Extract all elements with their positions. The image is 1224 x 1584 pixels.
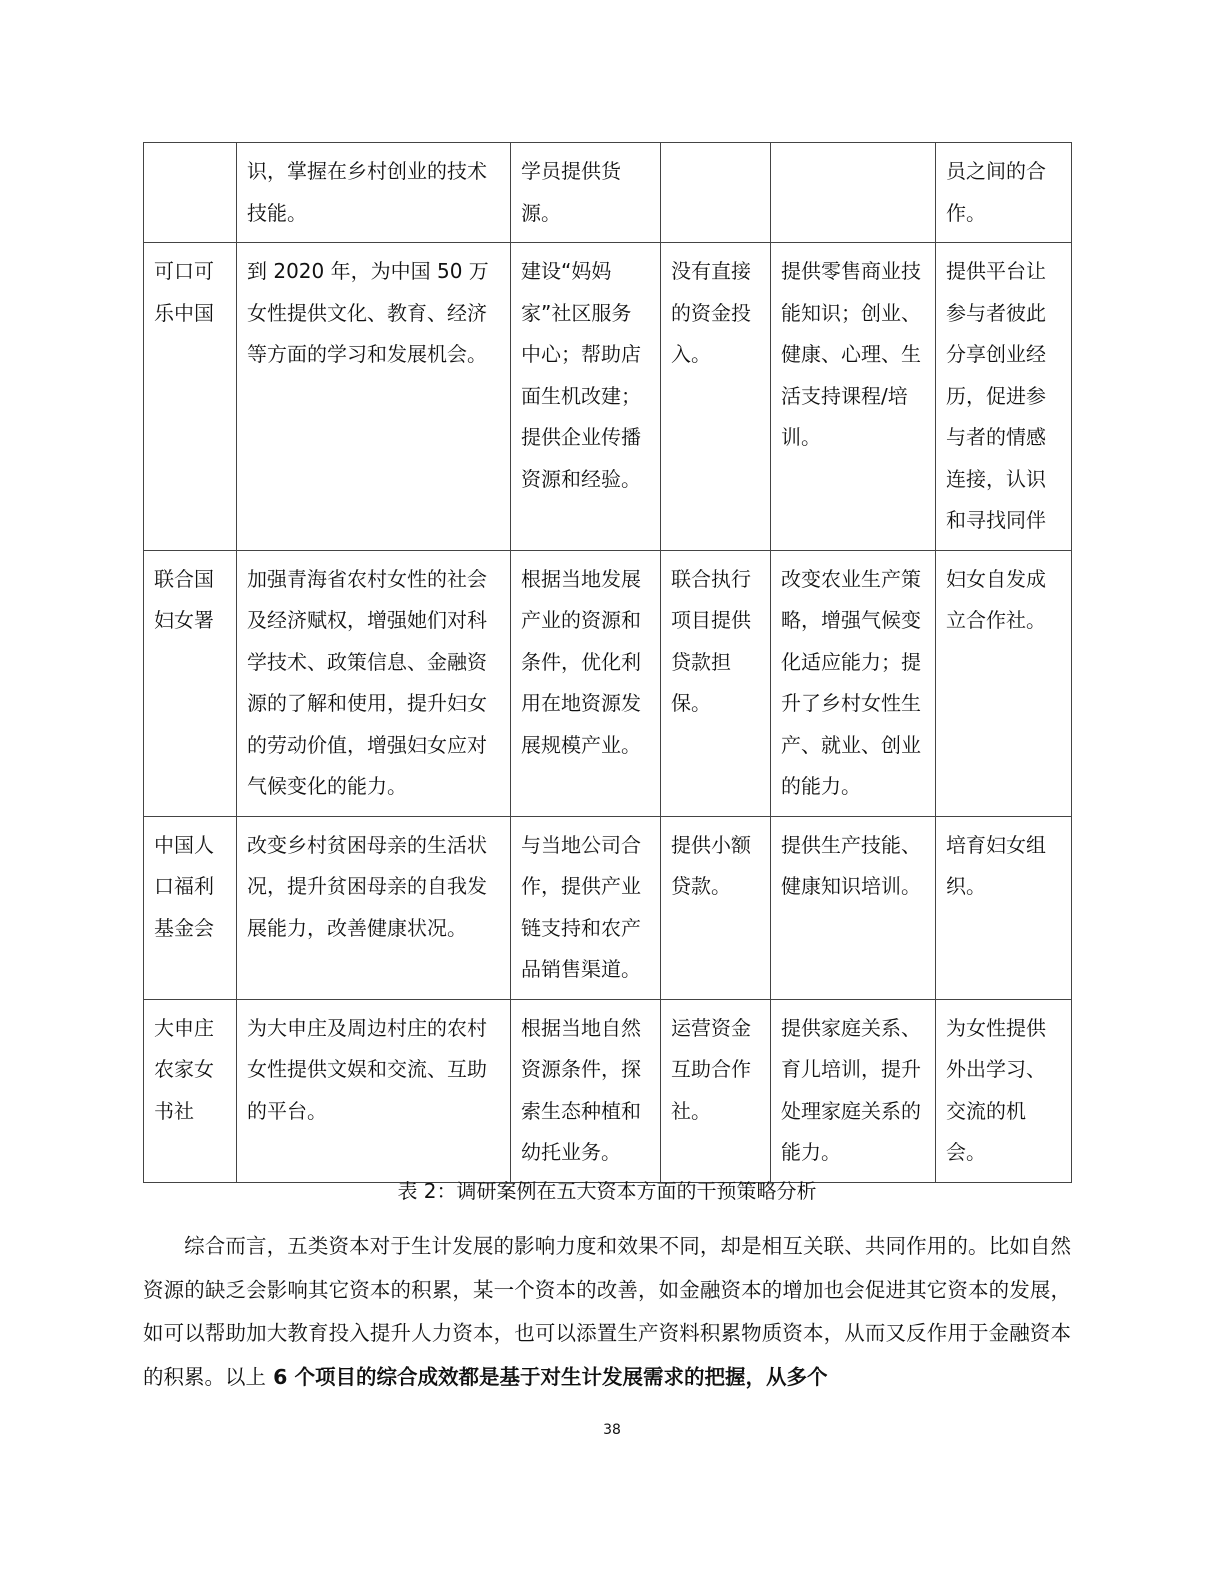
table-cell: [144, 143, 237, 243]
table-cell: 运营资金互助合作社。: [661, 999, 771, 1182]
table-cell: 大申庄农家女书社: [144, 999, 237, 1182]
table-cell: 与当地公司合作，提供产业链支持和农产品销售渠道。: [511, 816, 661, 999]
table-cell: 联合执行项目提供贷款担保。: [661, 550, 771, 816]
case-strategy-table: [143, 142, 1072, 1183]
table-cell: 改变乡村贫困母亲的生活状况，提升贫困母亲的自我发展能力，改善健康状况。: [237, 816, 511, 999]
table-cell: 提供生产技能、健康知识培训。: [771, 816, 936, 999]
table-cell: 为女性提供外出学习、交流的机会。: [936, 999, 1072, 1182]
table-caption: 表 2：调研案例在五大资本方面的干预策略分析: [397, 1179, 817, 1203]
table-cell: 可口可乐中国: [144, 243, 237, 551]
table-cell: 中国人口福利基金会: [144, 816, 237, 999]
table-row: [144, 816, 1072, 999]
table-cell: 根据当地发展产业的资源和条件，优化利用在地资源发展规模产业。: [511, 550, 661, 816]
table-cell: 员之间的合作。: [936, 143, 1072, 243]
table-cell: [771, 143, 936, 243]
table-cell: 提供零售商业技能知识；创业、健康、心理、生活支持课程/培训。: [771, 243, 936, 551]
table-cell: [661, 143, 771, 243]
table-cell: 学员提供货源。: [511, 143, 661, 243]
table-cell: 妇女自发成立合作社。: [936, 550, 1072, 816]
table-cell: 为大申庄及周边村庄的农村女性提供文娱和交流、互助的平台。: [237, 999, 511, 1182]
table-cell: 根据当地自然资源条件，探索生态种植和幼托业务。: [511, 999, 661, 1182]
table-cell: 培育妇女组织。: [936, 816, 1072, 999]
table-cell: 建设“妈妈家”社区服务中心；帮助店面生机改建；提供企业传播资源和经验。: [511, 243, 661, 551]
table-cell: 识，掌握在乡村创业的技术技能。: [237, 143, 511, 243]
table-row: [144, 243, 1072, 551]
body-paragraph: [143, 1225, 1071, 1399]
page-number: 38: [603, 1422, 621, 1438]
table-cell: 联合国妇女署: [144, 550, 237, 816]
table-cell: 提供平台让参与者彼此分享创业经历，促进参与者的情感连接，认识和寻找同伴: [936, 243, 1072, 551]
table-cell: 改变农业生产策略，增强气候变化适应能力；提升了乡村女性生产、就业、创业的能力。: [771, 550, 936, 816]
table-cell: 到 2020 年，为中国 50 万女性提供文化、教育、经济等方面的学习和发展机会。: [237, 243, 511, 551]
table-cell: 提供家庭关系、育儿培训，提升处理家庭关系的能力。: [771, 999, 936, 1182]
table-row: [144, 143, 1072, 243]
paragraph-text: 综合而言，五类资本对于生计发展的影响力度和效果不同，却是相互关联、共同作用的。比如自然资源的缺乏会影响其它资本的积累，某一个资本的改善，如金融资本的增加也会促进其它资本的发展，如可以帮助加大教育投入提升人力资本，也可以添置生产资料积累物质资本，从而又反作用于金融资本的积累。以上: [143, 1234, 1071, 1389]
table-row: [144, 999, 1072, 1182]
table-row: [144, 550, 1072, 816]
table-cell: 提供小额贷款。: [661, 816, 771, 999]
paragraph-bold-text: 6 个项目的综合成效都是基于对生计发展需求的把握，从多个: [266, 1364, 828, 1389]
table-cell: 没有直接的资金投入。: [661, 243, 771, 551]
table-cell: 加强青海省农村女性的社会及经济赋权，增强她们对科学技术、政策信息、金融资源的了解和使用，提升妇女的劳动价值，增强妇女应对气候变化的能力。: [237, 550, 511, 816]
